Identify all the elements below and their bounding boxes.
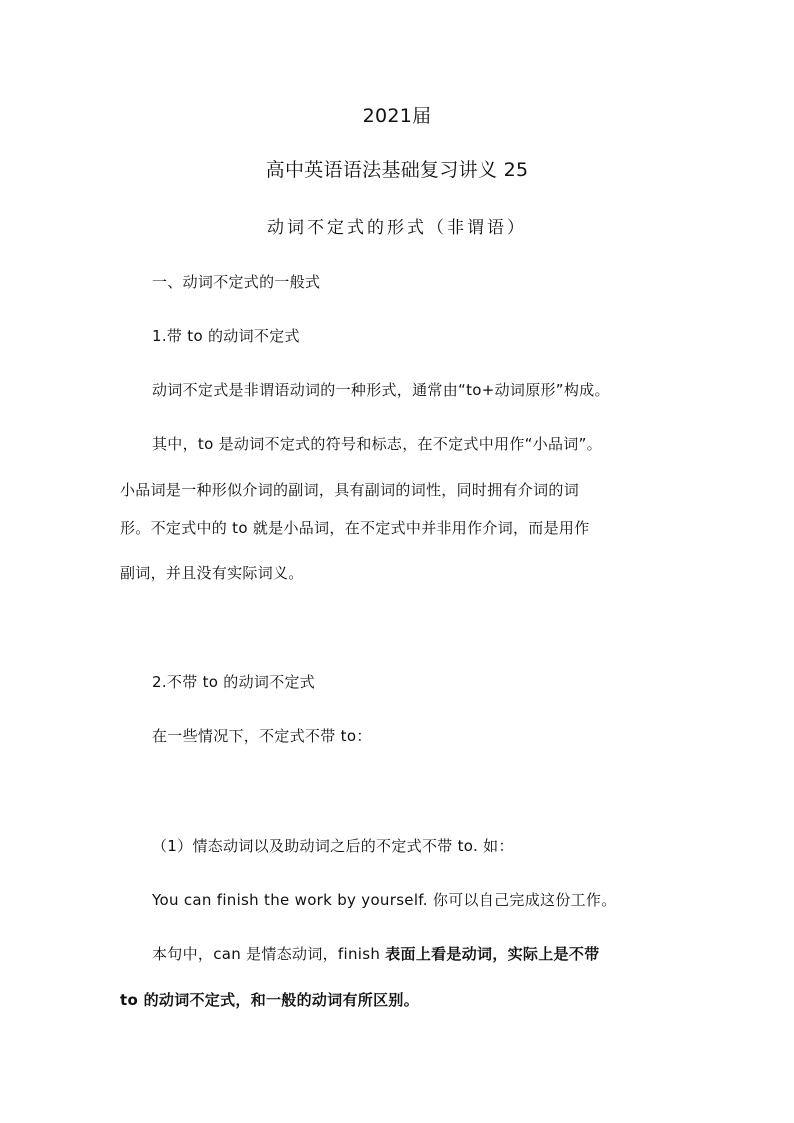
paragraph-particle-line: 小品词是一种形似介词的副词，具有副词的词性，同时拥有介词的词 — [120, 481, 580, 499]
subsection-heading-2: 2.不带 to 的动词不定式 — [152, 673, 316, 691]
section-heading: 一、动词不定式的一般式 — [152, 273, 321, 291]
list-item-rule-1: （1）情态动词以及助动词之后的不定式不带 to. 如： — [152, 837, 514, 855]
subsection-heading-1: 1.带 to 的动词不定式 — [152, 327, 300, 345]
explanation-normal-text: 本句中，can 是情态动词，finish — [152, 945, 386, 963]
document-subtitle: 动词不定式的形式（非谓语） — [267, 218, 527, 238]
document-main-title: 高中英语语法基础复习讲义 25 — [265, 159, 529, 181]
paragraph-particle-line: 其中，to 是动词不定式的符号和标志，在不定式中用作“小品词”。 — [152, 435, 602, 453]
example-sentence: You can finish the work by yourself. 你可以自己完成这份工作。 — [152, 891, 617, 909]
paragraph-particle-line: 形。不定式中的 to 就是小品词，在不定式中并非用作介词，而是用作 — [120, 519, 590, 537]
paragraph-cases: 在一些情况下，不定式不带 to： — [152, 727, 372, 745]
explanation-bold-text: 表面上看是动词，实际上是不带 — [385, 945, 600, 963]
paragraph-particle-line: 副词，并且没有实际词义。 — [120, 564, 304, 582]
paragraph-explanation-line: to 的动词不定式，和一般的动词有所区别。 — [120, 991, 419, 1009]
paragraph-explanation-line — [152, 944, 599, 964]
paragraph-definition: 动词不定式是非谓语动词的一种形式，通常由“to+动词原形”构成。 — [152, 381, 610, 399]
document-year-title: 2021届 — [362, 105, 432, 127]
